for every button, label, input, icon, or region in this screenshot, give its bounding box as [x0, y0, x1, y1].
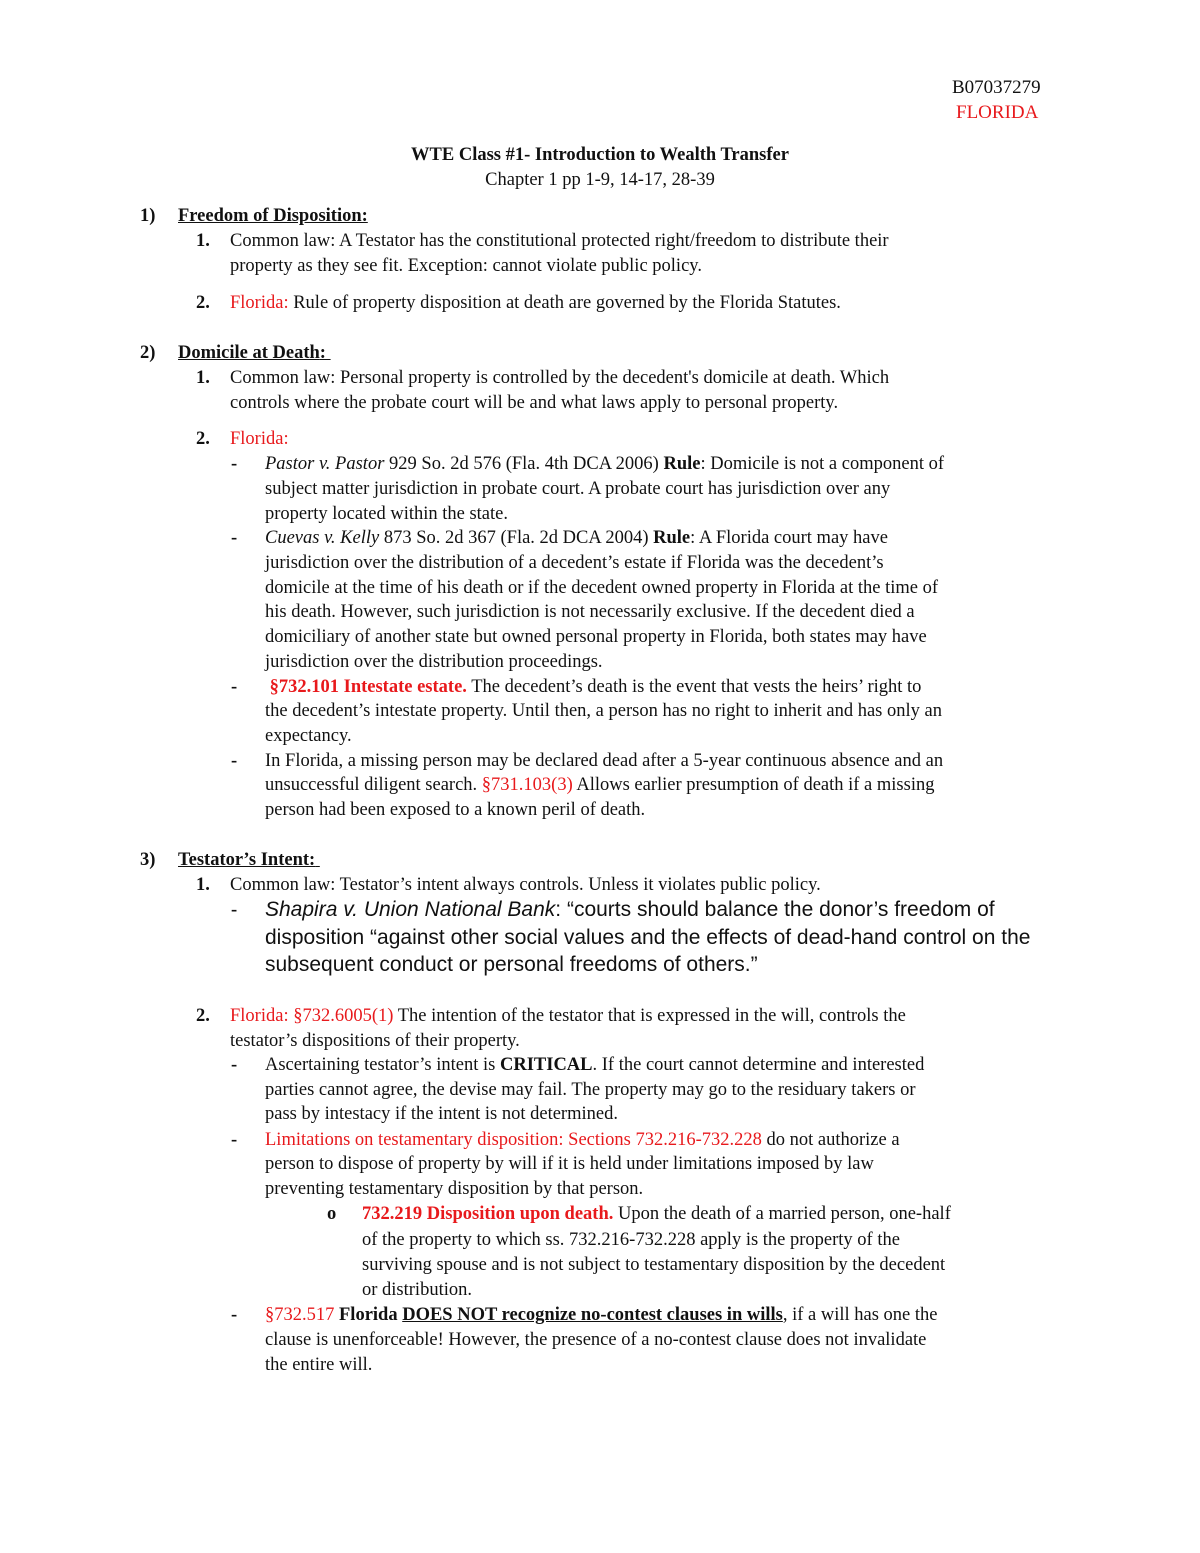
- paragraph-line: expectancy.: [265, 726, 352, 746]
- emphasis-critical: CRITICAL: [499, 1055, 593, 1075]
- paragraph-line: testator’s dispositions of their property.: [230, 1031, 520, 1051]
- statute-label: §732.101 Intestate estate.: [269, 677, 467, 697]
- paragraph-line: domicile at the time of his death or if the decedent owned property in Florida at the time of: [265, 578, 938, 598]
- list-number: 2.: [196, 429, 210, 449]
- bullet-dash: -: [231, 1305, 238, 1325]
- paragraph-line: Common law: Personal property is controlled by the decedent's domicile at death. Which: [230, 368, 890, 388]
- paragraph-line: 732.219 Disposition upon death. Upon the death of a married person, one-half: [362, 1204, 951, 1224]
- emphasis-no-contest: DOES NOT recognize no-contest clauses in wills: [402, 1305, 783, 1325]
- paragraph-line: parties cannot agree, the devise may fail. The property may go to the residuary takers or: [265, 1080, 916, 1100]
- rule-label: Rule: [653, 528, 691, 548]
- statute-label: §731.103(3): [481, 775, 573, 795]
- statute-label: 732.219 Disposition upon death.: [362, 1204, 614, 1224]
- bullet-dash: -: [231, 528, 238, 548]
- paragraph-line: pass by intestacy if the intent is not determined.: [265, 1104, 618, 1124]
- quote-line: subsequent conduct or personal freedoms of others.”: [265, 953, 758, 976]
- paragraph-line: his death. However, such jurisdiction is not necessarily exclusive. If the decedent died a: [265, 602, 915, 622]
- paragraph-line: person had been exposed to a known peril of death.: [265, 800, 646, 820]
- bullet-dash: -: [231, 1055, 238, 1075]
- paragraph-line: the entire will.: [265, 1355, 373, 1375]
- paragraph-line: In Florida, a missing person may be declared dead after a 5-year continuous absence and an: [265, 751, 944, 771]
- list-number: 1.: [196, 368, 210, 388]
- paragraph-text: Rule of property disposition at death are governed by the Florida Statutes.: [293, 293, 841, 313]
- rule-label: Rule: [663, 454, 701, 474]
- paragraph-line: [230, 291, 841, 316]
- paragraph-line: clause is unenforceable! However, the presence of a no-contest clause does not invalidate: [265, 1330, 927, 1350]
- paragraph-line: subject matter jurisdiction in probate court. A probate court has jurisdiction over any: [265, 479, 891, 499]
- section-2-number: 2): [140, 343, 156, 363]
- paragraph-line: Cuevas v. Kelly 873 So. 2d 367 (Fla. 2d DCA 2004) Rule: A Florida court may have: [265, 528, 888, 548]
- section-2-heading: Domicile at Death:: [178, 343, 331, 363]
- bullet-dash: -: [231, 900, 238, 920]
- paragraph-line: Limitations on testamentary disposition: Sections 732.216-732.228 do not authorize a: [265, 1130, 900, 1150]
- paragraph-line: of the property to which ss. 732.216-732.228 apply is the property of the: [362, 1230, 900, 1250]
- section-3-number: 3): [140, 850, 156, 870]
- paragraph-line: Pastor v. Pastor 929 So. 2d 576 (Fla. 4th DCA 2006) Rule: Domicile is not a component of: [265, 454, 945, 474]
- paragraph-line: Common law: A Testator has the constitutional protected right/freedom to distribute their: [230, 231, 889, 251]
- list-number: 1.: [196, 875, 210, 895]
- list-number: 1.: [196, 231, 210, 251]
- florida-label: Florida:: [230, 293, 289, 313]
- bullet-dash: -: [231, 1130, 238, 1150]
- paragraph-line: person to dispose of property by will if it is held under limitations imposed by law: [265, 1154, 874, 1174]
- paragraph-line: surviving spouse and is not subject to testamentary disposition by the decedent: [362, 1255, 946, 1275]
- paragraph-line: controls where the probate court will be and what laws apply to personal property.: [230, 393, 839, 413]
- paragraph-line: Common law: Testator’s intent always controls. Unless it violates public policy.: [230, 875, 821, 895]
- paragraph-line: domiciliary of another state but owned personal property in Florida, both states may have: [265, 627, 927, 647]
- paragraph-line: preventing testamentary disposition by that person.: [265, 1179, 644, 1199]
- page-title: WTE Class #1- Introduction to Wealth Transfer: [411, 145, 789, 165]
- case-name: Cuevas v. Kelly: [265, 528, 380, 548]
- quote-line: disposition “against other social values and the effects of dead-hand control on the: [265, 926, 1031, 949]
- paragraph-line: or distribution.: [362, 1280, 472, 1300]
- statute-label: §732.517: [265, 1305, 335, 1325]
- bullet-dash: -: [231, 677, 238, 697]
- paragraph-line: §732.101 Intestate estate. The decedent’s death is the event that vests the heirs’ right to: [269, 677, 922, 697]
- section-1-number: 1): [140, 206, 156, 226]
- list-number: 2.: [196, 1006, 210, 1026]
- case-name: Pastor v. Pastor: [265, 454, 385, 474]
- paragraph-line: §732.517 Florida DOES NOT recognize no-contest clauses in wills, if a will has one the: [265, 1305, 938, 1325]
- case-name: Shapira v. Union National Bank: [265, 898, 556, 921]
- bullet-dash: -: [231, 751, 238, 771]
- statute-label: Florida: §732.6005(1): [230, 1006, 394, 1026]
- paragraph-line: unsuccessful diligent search. §731.103(3) Allows earlier presumption of death if a missing: [265, 775, 935, 795]
- section-1-heading: Freedom of Disposition:: [178, 206, 368, 226]
- paragraph-line: jurisdiction over the distribution of a decedent’s estate if Florida was the decedent’s: [265, 553, 884, 573]
- list-number: 2.: [196, 293, 210, 313]
- florida-label: Florida:: [230, 429, 289, 449]
- paragraph-line: Florida: §732.6005(1) The intention of the testator that is expressed in the will, controls the: [230, 1006, 906, 1026]
- bullet-dash: -: [231, 454, 238, 474]
- paragraph-line: property as they see fit. Exception: cannot violate public policy.: [230, 256, 702, 276]
- paragraph-line: jurisdiction over the distribution proceedings.: [265, 652, 603, 672]
- state-label: FLORIDA: [956, 102, 1039, 123]
- sub-bullet-marker: o: [327, 1204, 337, 1224]
- paragraph-line: the decedent’s intestate property. Until then, a person has no right to inherit and has only an: [265, 701, 942, 721]
- paragraph-line: Ascertaining testator’s intent is CRITICAL. If the court cannot determine and interested: [265, 1055, 925, 1075]
- page-subtitle: Chapter 1 pp 1-9, 14-17, 28-39: [485, 170, 715, 190]
- statute-label: Limitations on testamentary disposition: Sections 732.216-732.228: [265, 1130, 762, 1150]
- paragraph-line: property located within the state.: [265, 504, 508, 524]
- doc-id: B07037279: [952, 77, 1041, 98]
- section-3-heading: Testator’s Intent:: [178, 850, 316, 870]
- quote-line: Shapira v. Union National Bank: “courts should balance the donor’s freedom of: [265, 898, 995, 921]
